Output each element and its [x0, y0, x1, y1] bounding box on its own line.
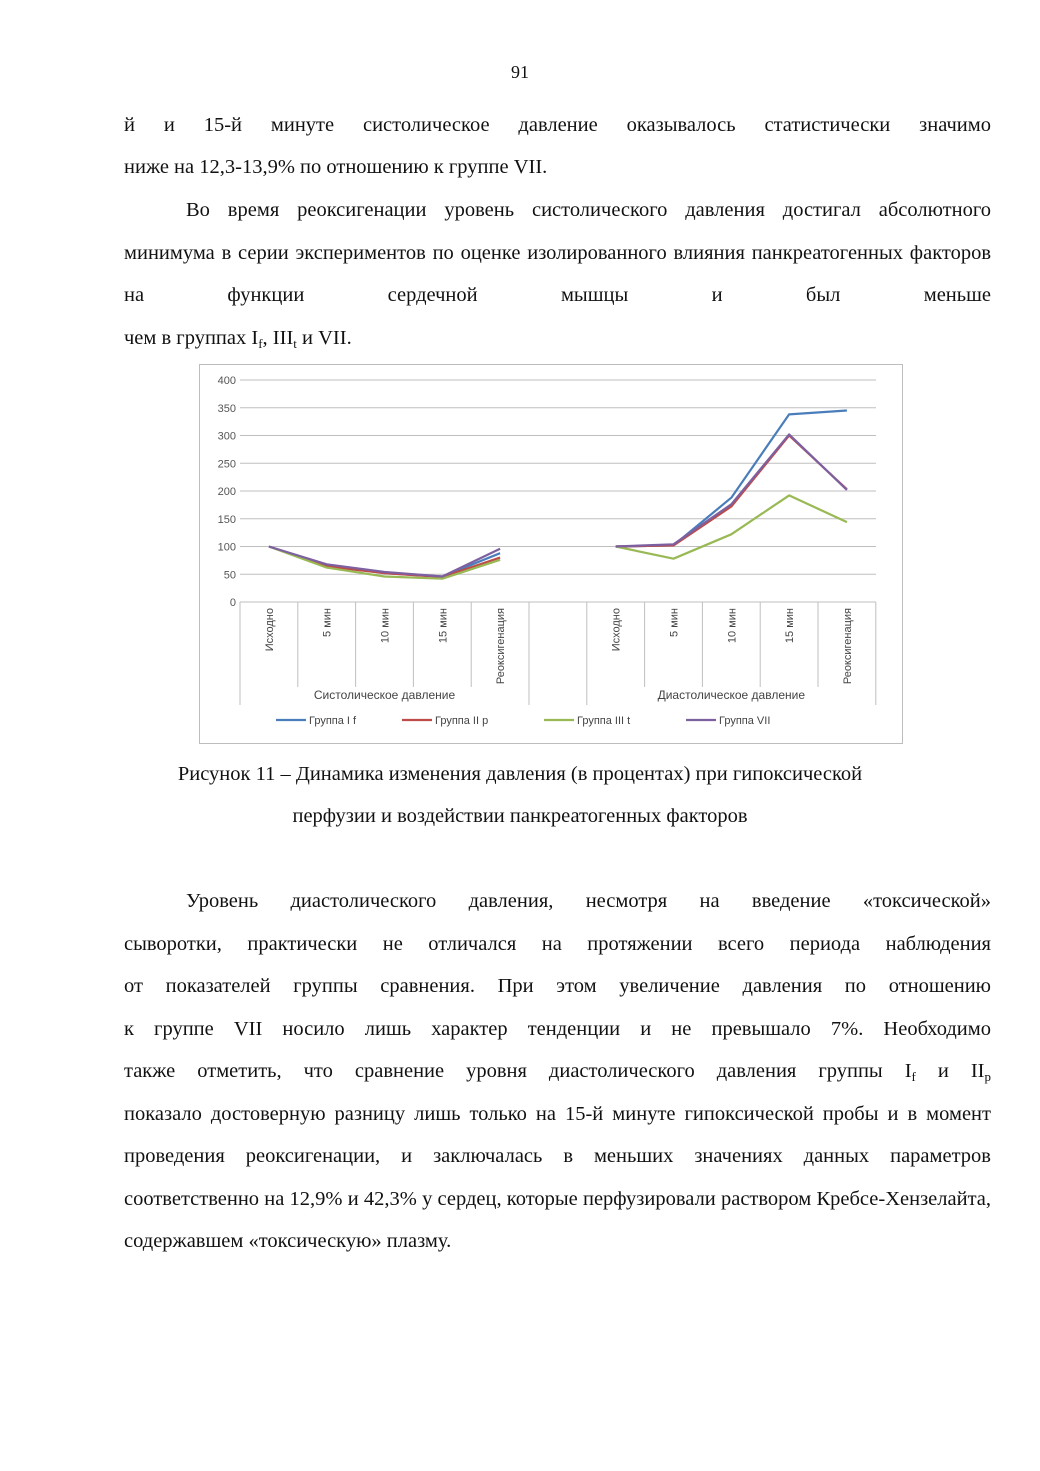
x-tick-label: Реоксигенация	[841, 608, 854, 685]
pressure-chart	[199, 364, 903, 744]
y-tick-label: 50	[223, 569, 236, 582]
page-number: 91	[511, 62, 529, 82]
x-group-label: Диастолическое давление	[657, 688, 806, 702]
series-line	[616, 411, 847, 547]
x-tick-label: 15 мин	[437, 608, 450, 644]
y-tick-label: 400	[217, 375, 236, 387]
x-tick-label: 15 мин	[784, 608, 797, 644]
y-tick-label: 250	[217, 458, 236, 471]
x-tick-label: 5 мин	[321, 608, 334, 637]
legend-label: Группа II p	[435, 715, 489, 727]
chart-canvas	[200, 365, 904, 745]
x-tick-label: 10 мин	[726, 608, 739, 644]
y-tick-label: 200	[217, 486, 236, 498]
paragraph-3	[124, 880, 991, 1263]
paragraph-3-line-1: Уровень диастолического давления, несмотря на введение «токсической»	[186, 890, 991, 912]
paragraph-1-line-2: ниже на 12,3-13,9% по отношению к группе VII.	[124, 156, 548, 178]
y-tick-label: 100	[217, 541, 236, 554]
x-tick-label: 10 мин	[379, 608, 392, 644]
paragraph-3-line-3: от показателей группы сравнения. При этом увеличение давления по отношению	[124, 975, 991, 997]
y-tick-label: 150	[217, 513, 236, 526]
legend-label: Группа VII	[719, 715, 771, 727]
x-tick-label: Исходно	[263, 608, 276, 652]
y-tick-label: 300	[217, 430, 236, 443]
paragraph-3-line-5: также отметить, что сравнение уровня диастолического давления группы $I_f$ и $II_p$	[124, 1060, 991, 1084]
paragraph-1-line-1: й и 15-й минуте систолическое давление оказывалось статистически значимо	[124, 114, 991, 136]
x-tick-label: Реоксигенация	[495, 608, 508, 685]
paragraph-3-line-4: к группе VII носило лишь характер тенденции и не превышало 7%. Необходимо	[124, 1017, 991, 1040]
paragraph-2-body: Во время реоксигенации уровень систолического давления достигал абсолютного минимума в серии экспериментов по оценке изолированного влияния панкреатогенных факторов на функции сердечной мышцы и был меньше	[124, 199, 991, 306]
x-tick-label: 5 мин	[668, 608, 681, 637]
figure-caption-line-2: перфузии и воздействии панкреатогенных факторов	[292, 805, 748, 827]
legend-label: Группа I f	[309, 715, 357, 727]
x-group-label: Систолическое давление	[313, 688, 456, 702]
figure-caption-line-1: Рисунок 11 – Динамика изменения давления (в процентах) при гипоксической	[177, 763, 863, 785]
y-tick-label: 350	[217, 402, 236, 415]
series-line	[616, 434, 847, 546]
paragraph-3-rest: показало достоверную разницу лишь только на 15-й минуте гипоксической пробы и в момент проведения реоксигенации, и заключалась в меньших значениях данных параметров соответственно на 12,9% и 42,3% у сердец, которые перфузировали раствором Кребсе-Хензелайта, содержавшем «токсическую» плазму.	[124, 1102, 991, 1252]
legend-label: Группа III t	[577, 715, 631, 727]
paragraph-3-line-2: сыворотки, практически не отличался на протяжении всего периода наблюдения	[124, 932, 991, 955]
paragraph-2	[124, 189, 991, 359]
x-tick-label: Исходно	[610, 608, 623, 652]
paragraph-2-last-line: чем в группах $I_f$, $III_t$ и VII.	[124, 326, 352, 351]
y-tick-label: 0	[229, 597, 236, 609]
